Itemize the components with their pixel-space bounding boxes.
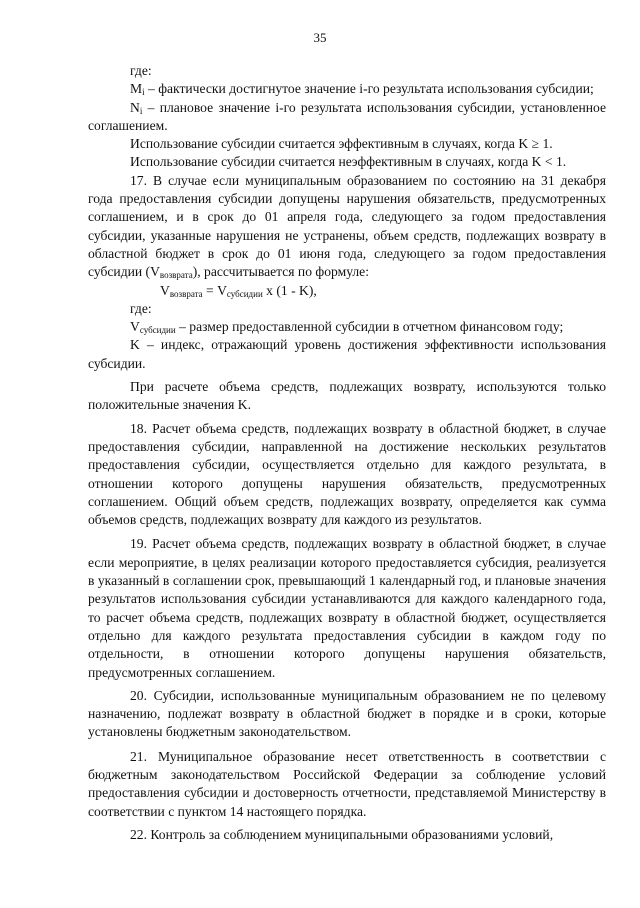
paragraph-19: 19. Расчет объема средств, подлежащих возврату в областной бюджет, в случае если мероприятие, в целях реализации которого предоставляется субсидия, реализуется в указанный в соглашении срок, превышающий 1 календарный год, и плановые значения результатов использования субсидии устанавливаются для каждого календарного года, то расчет объема средств, подлежащих возврату в областной бюджет, осуществляется отдельно для каждого результата предоставления субсидии в каждом году по отдельности, в отношении которого допущены нарушения обязательств, предусмотренных соглашением. (88, 536, 606, 680)
page-number: 35 (313, 30, 327, 45)
definition-ni-text: – плановое значение i-го результата использования субсидии, установленное соглашением. (88, 99, 606, 133)
definition-mi (88, 80, 606, 98)
where-label-2: где: (130, 300, 152, 316)
symbol-n: N (130, 99, 140, 115)
subscript-subsidii: субсидии (139, 325, 176, 336)
subscript-i: i (142, 87, 145, 98)
definition-mi-text: – фактически достигнутое значение i-го результата использования субсидии; (144, 81, 594, 97)
positive-values-note: При расчете объема средств, подлежащих возврату, используются только положительные значения K. (88, 379, 606, 413)
formula-equals: = V (202, 282, 227, 298)
effective-condition: Использование субсидии считается эффективным в случаях, когда K ≥ 1. (130, 136, 553, 152)
document-body (88, 62, 606, 844)
formula-v: V (160, 282, 170, 298)
symbol-m: M (130, 81, 143, 97)
where-label-1: где: (130, 63, 152, 78)
formula-sub-subsidii: субсидии (226, 288, 263, 299)
ineffective-condition: Использование субсидии считается неэффективным в случаях, когда K < 1. (130, 154, 567, 170)
paragraph-17-text: 17. В случае если муниципальным образованием по состоянию на 31 декабря года предоставления субсидии допущены нарушения обязательств, предусмотренных соглашением, и в срок до 01 апреля года, следующего за годом предоставления субсидии, указанные нарушения не устранены, объем средств, подлежащих возврату в областной бюджет в срок до 01 июня года, следующего за годом предоставления субсидии (V (88, 172, 606, 280)
definition-ni (88, 99, 606, 136)
paragraph-21: 21. Муниципальное образование несет ответственность в соответствии с бюджетным законодательством Российской Федерации за соблюдение условий предоставления субсидии и достоверность отчетности, представляемой Министерству в соответствии с пунктом 14 настоящего порядка. (88, 748, 606, 819)
subscript-vozvrata: возврата (159, 270, 193, 281)
subscript-i: i (139, 105, 143, 116)
paragraph-17 (88, 172, 606, 282)
formula-sub-vozvrata: возврата (169, 288, 203, 299)
paragraph-18: 18. Расчет объема средств, подлежащих возврату в областной бюджет, в случае предоставления субсидии, направленной на достижение нескольких результатов предоставления субсидии, осуществляется отдельно для каждого результата, в отношении которого допущены нарушения обязательств, предусмотренных соглашением. Общий объем средств, подлежащих возврату, определяется как сумма объемов средств, подлежащих возврату для каждого из результатов. (88, 420, 606, 528)
formula-tail: x (1 - K), (262, 282, 317, 298)
definition-vsub-text: – размер предоставленной субсидии в отчетном финансовом году; (175, 319, 564, 335)
symbol-v: V (130, 319, 140, 335)
definition-k: K – индекс, отражающий уровень достижения эффективности использования субсидии. (88, 337, 606, 371)
paragraph-20: 20. Субсидии, использованные муниципальным образованием не по целевому назначению, подлежат возврату в областной бюджет в порядке и в сроки, которые установлены бюджетным законодательством. (88, 687, 606, 740)
formula (88, 282, 606, 300)
paragraph-22: 22. Контроль за соблюдением муниципальными образованиями условий, (130, 826, 554, 842)
definition-vsub (88, 318, 606, 336)
paragraph-17-tail: ), рассчитывается по формуле: (192, 264, 369, 280)
